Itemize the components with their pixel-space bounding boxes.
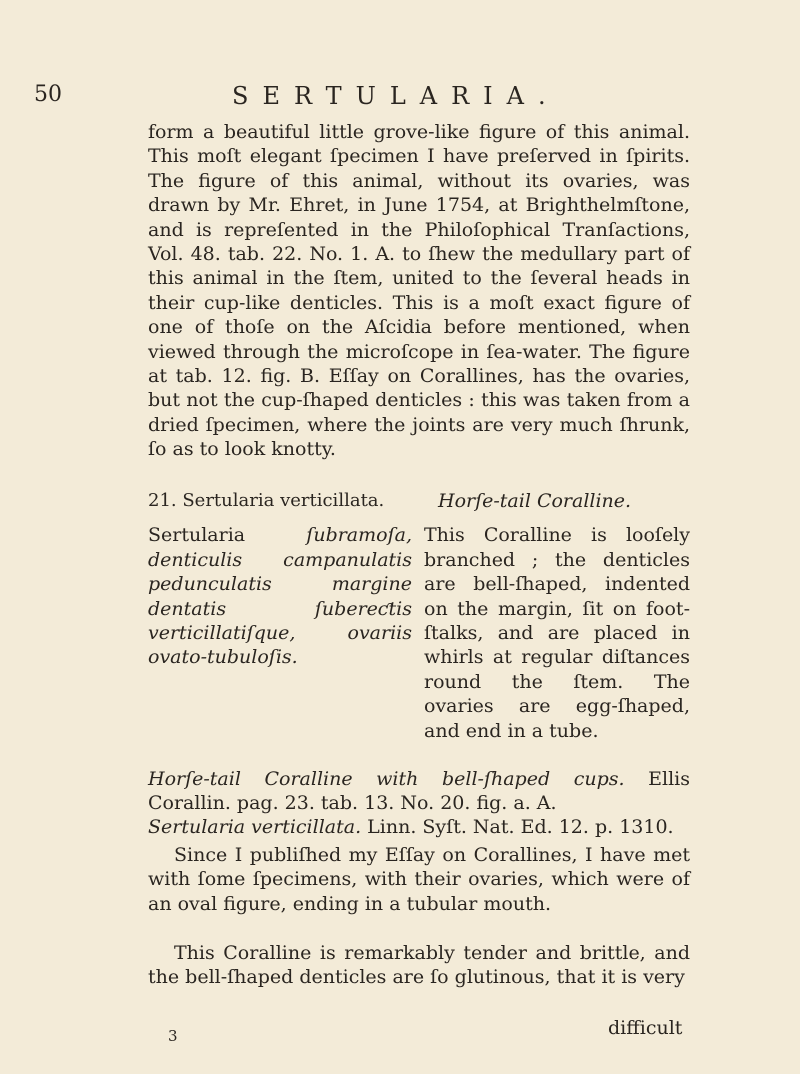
catchword: difficult <box>608 1017 683 1039</box>
synonym-ellis-title: Horſe-tail Coralline with bell-ſhaped cups. <box>148 768 625 790</box>
paragraph-2: Since I publiſhed my Eſſay on Corallines, I have met with ſome ſpecimens, with their ovaries, which were of an oval figure, ending in a tubular mouth. <box>148 844 690 915</box>
synonym-linnaeus-ref: Linn. Syſt. Nat. Ed. 12. p. 1310. <box>367 816 674 838</box>
signature-mark: 3 <box>168 1027 178 1045</box>
species-diagnosis <box>148 523 412 669</box>
species-entry-left <box>148 489 412 670</box>
synonym-linnaeus <box>148 815 690 839</box>
synonym-ellis <box>148 767 690 816</box>
species-title: 21. Sertularia verticillata. <box>148 490 385 511</box>
species-entry-right <box>424 489 690 743</box>
page-number: 50 <box>34 82 62 107</box>
species-common-name: Horſe-tail Coralline. <box>438 490 632 512</box>
synonym-ellis-ref: Ellis Corallin. pag. 23. tab. 13. No. 20. fig. a. A. <box>148 768 690 815</box>
paragraph-1: form a beautiful little grove-like figure of this animal. This moſt elegant ſpecimen I have preſerved in ſpirits. The figure of this animal, without its ovaries, was drawn by Mr. Ehret, in June 1754, at Brighthelmſtone, and is repreſented in the Philoſophical Tranſactions, Vol. 48. tab. 22. No. 1. A. to ſhew the medullary part of this animal in the ſtem, united to the ſeveral heads in their cup-like denticles. This is a moſt exact figure of one of thoſe on the Aſcidia before mentioned, when viewed through the microſcope in ſea-water. The figure at tab. 12. fig. B. Eſſay on Corallines, has the ovaries, but not the cup-ſhaped denticles : this was taken from a dried ſpecimen, where the joints are very much ſhrunk, ſo as to look knotty. <box>148 121 690 461</box>
running-title: SERTULARIA. <box>232 82 560 110</box>
species-genus: Sertularia <box>148 524 246 547</box>
paragraph-3: This Coralline is remarkably tender and brittle, and the bell-ſhaped denticles are ſo glutinous, that it is very <box>148 942 690 989</box>
synonym-linnaeus-name: Sertularia verticillata. <box>148 816 362 838</box>
species-diagnosis-text: ſubramoſa, denticulis campanulatis pedunculatis margine dentatis ſubereƈtis verticillatiſque, ovariis ovato-tubuloſis. <box>148 524 412 669</box>
species-description: This Coralline is looſely branched ; the denticles are bell-ſhaped, indented on the margin, ſit on foot-ſtalks, and are placed in whirls at regular diſtances round the ſtem. The ovaries are egg-ſhaped, and end in a tube. <box>424 524 690 742</box>
